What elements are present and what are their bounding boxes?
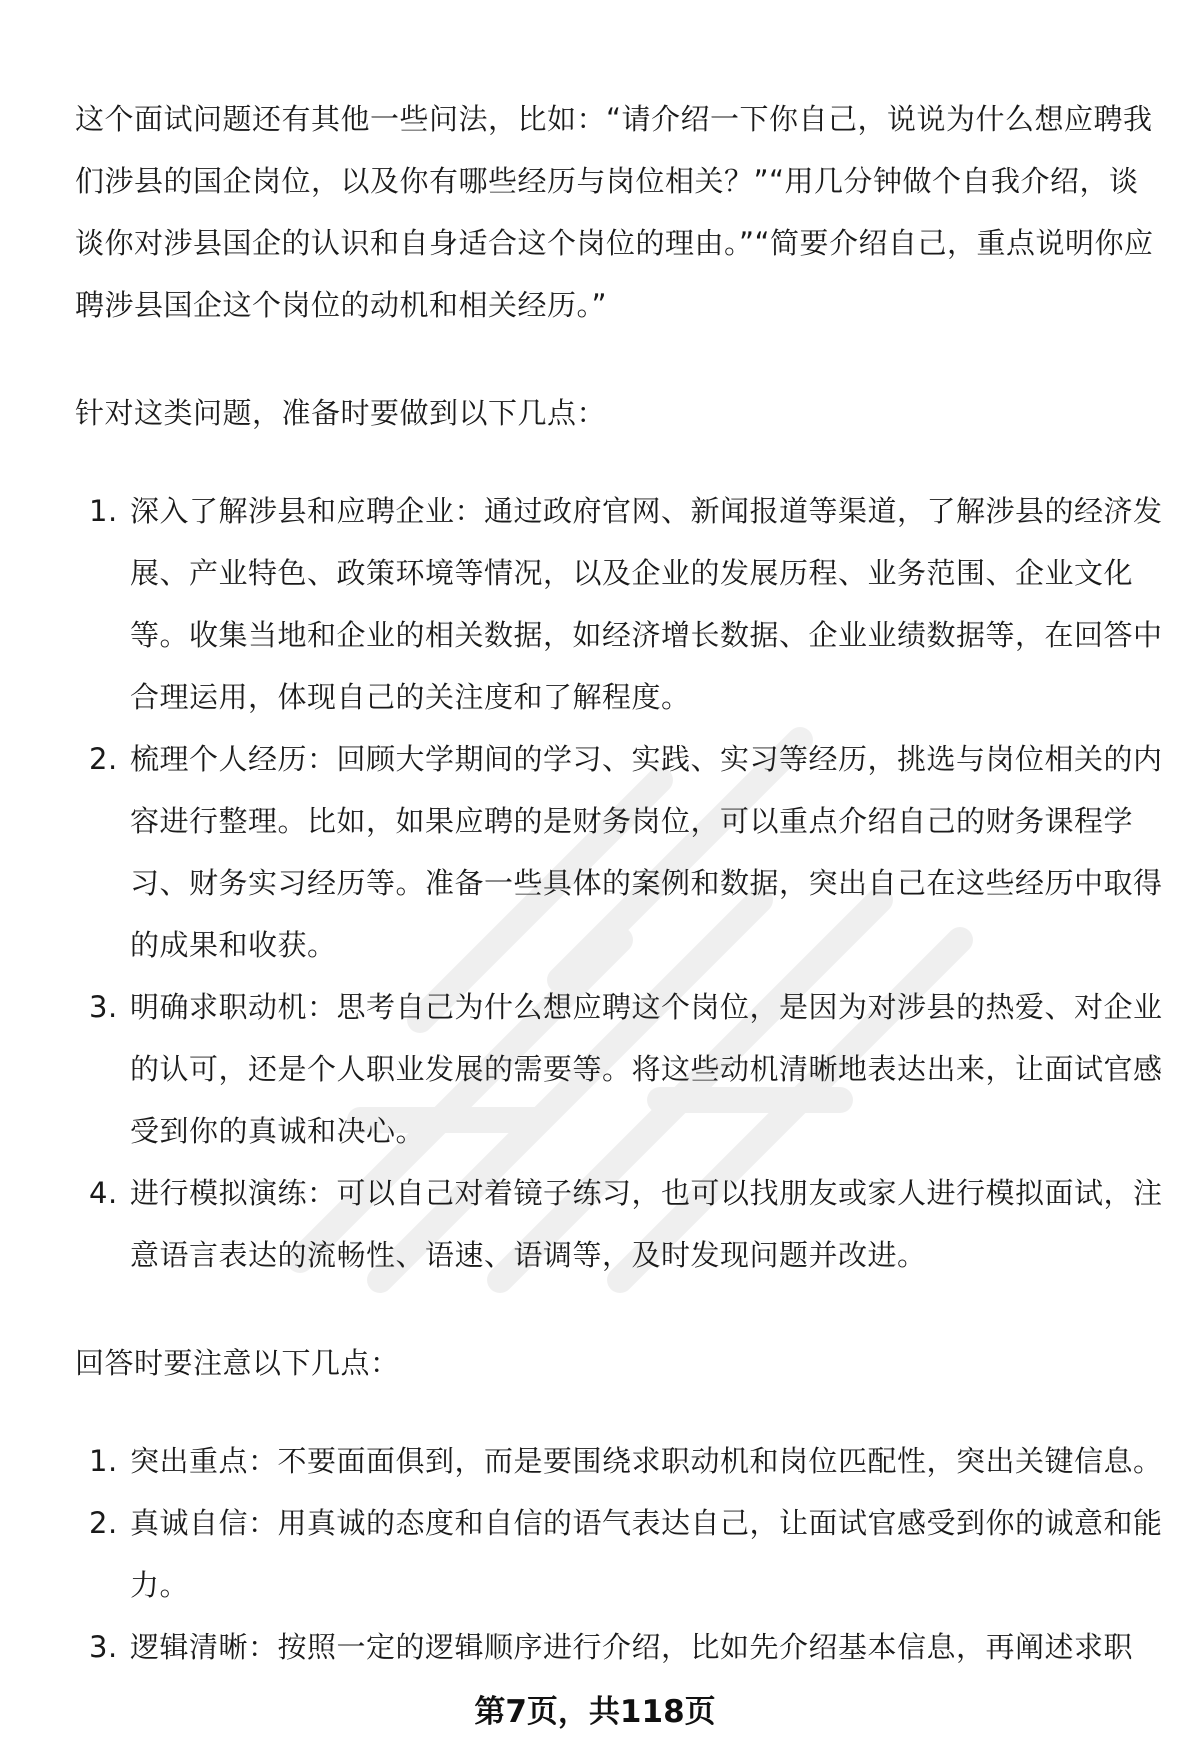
list-item-text: 深入了解涉县和应聘企业：通过政府官网、新闻报道等渠道，了解涉县的经济发展、产业特色、政策环境等情况，以及企业的发展历程、业务范围、企业文化等。收集当地和企业的相关数据，如经济增长数据、企业业绩数据等，在回答中合理运用，体现自己的关注度和了解程度。 [130,494,1163,714]
list-item-text: 梳理个人经历：回顾大学期间的学习、实践、实习等经历，挑选与岗位相关的内容进行整理。比如，如果应聘的是财务岗位，可以重点介绍自己的财务课程学习、财务实习经历等。准备一些具体的案例和数据，突出自己在这些经历中取得的成果和收获。 [130,742,1163,962]
list-item-text: 真诚自信：用真诚的态度和自信的语气表达自己，让面试官感受到你的诚意和能力。 [130,1506,1163,1602]
list-item [75,1162,1165,1286]
list-number: 3. [89,990,118,1024]
answer-heading: 回答时要注意以下几点： [75,1346,400,1380]
list-item [75,1492,1165,1616]
list-item-text: 进行模拟演练：可以自己对着镜子练习，也可以找朋友或家人进行模拟面试，注意语言表达的流畅性、语速、语调等，及时发现问题并改进。 [130,1176,1163,1272]
list-number: 4. [89,1176,118,1210]
list-number: 2. [89,1506,118,1540]
list-item [75,728,1165,976]
list-item-text: 逻辑清晰：按照一定的逻辑顺序进行介绍，比如先介绍基本信息，再阐述求职 [130,1630,1134,1664]
prep-heading: 针对这类问题，准备时要做到以下几点： [75,396,607,430]
list-item [75,1430,1165,1492]
list-number: 1. [89,494,118,528]
intro-paragraph: 这个面试问题还有其他一些问法，比如：“请介绍一下你自己，说说为什么想应聘我们涉县的国企岗位，以及你有哪些经历与岗位相关？”“用几分钟做个自我介绍，谈谈你对涉县国企的认识和自身适合这个岗位的理由。”“简要介绍自己，重点说明你应聘涉县国企这个岗位的动机和相关经历。” [75,102,1154,322]
list-item-text: 突出重点：不要面面俱到，而是要围绕求职动机和岗位匹配性，突出关键信息。 [130,1444,1163,1478]
answer-list [75,1430,1165,1678]
list-number: 3. [89,1630,118,1664]
prep-list [75,480,1165,1286]
list-item [75,1616,1165,1678]
list-number: 2. [89,742,118,776]
list-item [75,480,1165,728]
page-number-footer: 第7页，共118页 [474,1694,716,1730]
list-item-text: 明确求职动机：思考自己为什么想应聘这个岗位，是因为对涉县的热爱、对企业的认可，还是个人职业发展的需要等。将这些动机清晰地表达出来，让面试官感受到你的真诚和决心。 [130,990,1163,1148]
document-body [75,88,1165,1724]
list-number: 1. [89,1444,118,1478]
list-item [75,976,1165,1162]
